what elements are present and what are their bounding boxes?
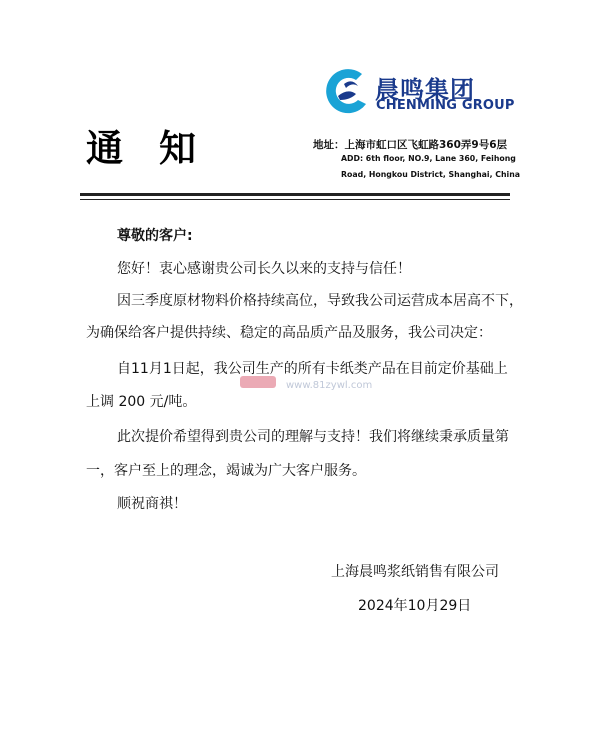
- header-divider-thin: [80, 199, 510, 200]
- logo-chinese-name: 晨鸣集团: [375, 76, 475, 104]
- paragraph-2-line-1: 自11月1日起，我公司生产的所有卡纸类产品在目前定价基础上: [117, 361, 508, 377]
- chenming-emblem-icon: [322, 66, 374, 114]
- greeting-line: 您好！衷心感谢贵公司长久以来的支持与信任！: [117, 261, 411, 277]
- address-english-line1: ADD: 6th floor, NO.9, Lane 360, Feihong: [341, 154, 516, 163]
- logo-english-name: CHENMING GROUP: [376, 98, 515, 113]
- watermark-logo-icon: [238, 372, 278, 392]
- paragraph-2-line-2: 上调 200 元/吨。: [86, 394, 197, 410]
- address-chinese: 地址：上海市虹口区飞虹路360弄9号6层: [313, 139, 508, 151]
- signature-date: 2024年10月29日: [358, 598, 472, 614]
- signature-company: 上海晨鸣浆纸销售有限公司: [331, 564, 499, 580]
- paragraph-1-line-1: 因三季度原材物料价格持续高位，导致我公司运营成本居高不下，: [117, 293, 523, 309]
- address-english-line2: Road, Hongkou District, Shanghai, China: [341, 170, 521, 179]
- paragraph-3-line-1: 此次提价希望得到贵公司的理解与支持！我们将继续秉承质量第: [117, 429, 509, 445]
- salutation: 尊敬的客户:: [117, 228, 193, 244]
- notice-title: 通知: [86, 127, 232, 170]
- chenming-logo: [322, 66, 515, 116]
- paragraph-3-line-2: 一，客户至上的理念，竭诚为广大客户服务。: [86, 463, 366, 479]
- header-divider-thick: [80, 193, 510, 196]
- watermark: [238, 372, 388, 398]
- closing-line: 顺祝商祺！: [117, 496, 187, 512]
- watermark-url: www.81zywl.com: [286, 380, 373, 391]
- paragraph-1-line-2: 为确保给客户提供持续、稳定的高品质产品及服务，我公司决定：: [86, 325, 492, 341]
